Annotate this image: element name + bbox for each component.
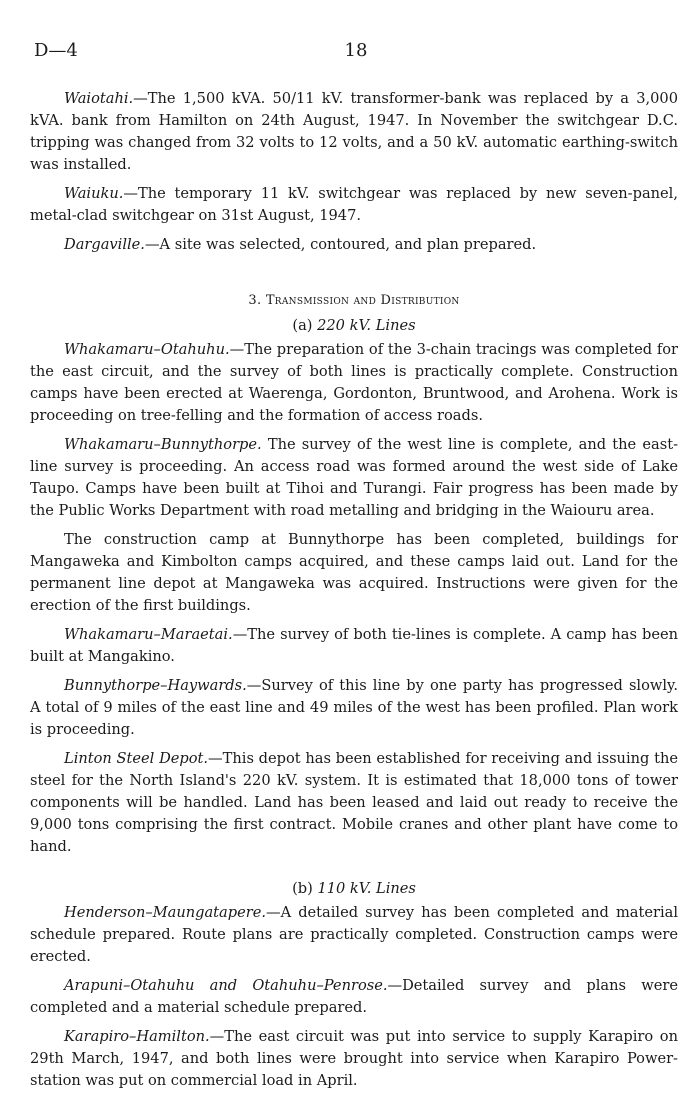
subsection-title: 220 kV. Lines <box>317 317 416 334</box>
paragraph-text: —A site was selected, contoured, and plan prepared. <box>144 236 537 253</box>
paragraph-text: The survey of the west line is complete, and the east-line survey is proceeding. An access road was formed around the west side of Lake Taupo. Camps have been built at Tihoi and Turangi. Fair progress has been made by the Public Works Department with road metalling and bridging in the Waiouru area. <box>30 436 678 519</box>
paragraph-dargaville <box>30 234 678 256</box>
paragraph-lead: Whakamaru–Maraetai. <box>64 626 233 643</box>
body-text <box>30 88 678 1099</box>
paragraph-arapuni-otahuhu <box>30 975 678 1019</box>
paragraph-text: —Survey of this line by one party has progressed slowly. A total of 9 miles of the east line and 49 miles of the west has been profiled. Plan work is proceeding. <box>30 677 678 738</box>
paragraph-waiuku <box>30 183 678 227</box>
paragraph-text: —The preparation of the 3-chain tracings was completed for the east circuit, and the survey of both lines is practically complete. Construction camps have been erected at Waerenga, Gordonton, Bruntwood, and Arohena. Work is proceeding on tree-felling and the formation of access roads. <box>30 341 678 424</box>
section-heading <box>30 289 678 313</box>
paragraph-text: —The survey of both tie-lines is complete. A camp has been built at Mangakino. <box>30 626 678 665</box>
paragraph-whakamaru-otahuhu <box>30 339 678 427</box>
page-header <box>34 40 678 64</box>
paragraph-lead: Whakamaru–Bunnythorpe. <box>64 436 262 453</box>
paragraph-text: The construction camp at Bunnythorpe has been completed, buildings for Mangaweka and Kimbolton camps acquired, and these camps laid out. Land for the permanent line depot at Mangaweka was acquired. Instructions were given for the erection of the first buildings. <box>30 531 678 614</box>
paragraph-karapiro-hamilton <box>30 1026 678 1092</box>
paragraph-waiotahi <box>30 88 678 176</box>
paragraph-lead: Henderson–Maungatapere. <box>64 904 266 921</box>
paragraph-lead: Linton Steel Depot. <box>64 750 209 767</box>
subsection-title: 110 kV. Lines <box>317 880 416 897</box>
paragraph-lead: Bunnythorpe–Haywards. <box>64 677 247 694</box>
paragraph-lead: Arapuni–Otahuhu and Otahuhu–Penrose. <box>64 977 388 994</box>
paragraph-lead: Dargaville. <box>64 236 145 253</box>
document-reference: D—4 <box>34 40 78 61</box>
paragraph-lead: Karapiro–Hamilton. <box>64 1028 210 1045</box>
paragraph-text: —The 1,500 kVA. 50/11 kV. transformer-bank was replaced by a 3,000 kVA. bank from Hamilton on 24th August, 1947. In November the switchgear D.C. tripping was changed from 32 volts to 12 volts, and a 50 kV. automatic earthing-switch was installed. <box>30 90 678 173</box>
section-number: 3. <box>248 293 262 308</box>
paragraph-lead: Whakamaru–Otahuhu. <box>64 341 230 358</box>
paragraph-text: —Detailed survey and plans were completed and a material schedule prepared. <box>30 977 678 1016</box>
section-title: Transmission and Distribution <box>265 293 460 308</box>
subsection-heading-a <box>30 315 678 337</box>
paragraph-text: —This depot has been established for receiving and issuing the steel for the North Island's 220 kV. system. It is estimated that 18,000 tons of tower components will be handled. Land has been leased and laid out ready to receive the 9,000 tons comprising the first contract. Mobile cranes and other plant have come to hand. <box>30 750 678 855</box>
paragraph-linton-steel-depot <box>30 748 678 858</box>
subsection-label: (b) <box>292 880 313 897</box>
subsection-label: (a) <box>292 317 313 334</box>
paragraph-bunnythorpe-camp <box>30 529 678 617</box>
paragraph-text: —The east circuit was put into service to supply Karapiro on 29th March, 1947, and both lines were brought into service when Karapiro Power-station was put on commercial load in April. <box>30 1028 678 1089</box>
paragraph-whakamaru-bunnythorpe <box>30 434 678 522</box>
paragraph-text: —A detailed survey has been completed and material schedule prepared. Route plans are practically completed. Construction camps were erected. <box>30 904 678 965</box>
paragraph-henderson-maungatapere <box>30 902 678 968</box>
page-number: 18 <box>344 40 368 61</box>
paragraph-whakamaru-maraetai <box>30 624 678 668</box>
subsection-heading-b <box>30 878 678 900</box>
paragraph-bunnythorpe-haywards <box>30 675 678 741</box>
paragraph-lead: Waiuku. <box>64 185 124 202</box>
paragraph-lead: Waiotahi. <box>64 90 134 107</box>
paragraph-text: —The temporary 11 kV. switchgear was replaced by new seven-panel, metal-clad switchgear on 31st August, 1947. <box>30 185 678 224</box>
